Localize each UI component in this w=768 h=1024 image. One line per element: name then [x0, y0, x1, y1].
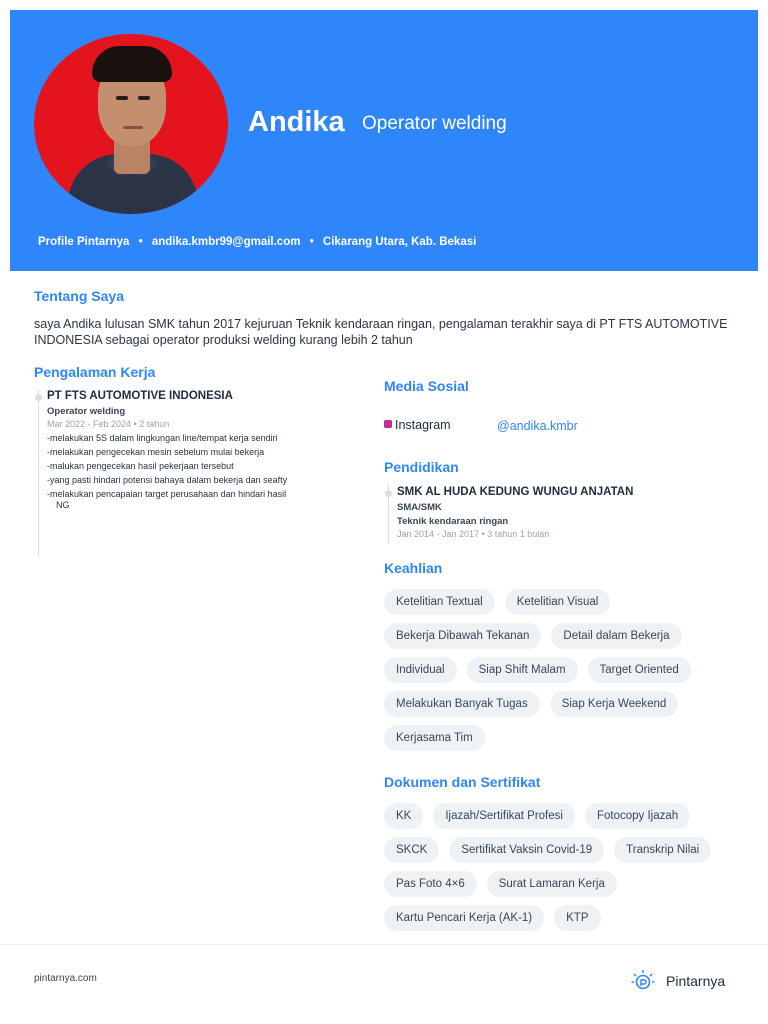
document-chip: Kartu Pencari Kerja (AK-1) [384, 905, 544, 931]
instagram-handle-link[interactable]: @andika.kmbr [497, 419, 578, 433]
footer-brand-name: Pintarnya [666, 973, 726, 989]
role-title: Operator welding [47, 406, 126, 417]
document-chip: SKCK [384, 837, 439, 863]
profile-photo [34, 34, 228, 214]
duty-item: -melakukan pencapaian target perusahaan dan hindari hasil NG [47, 489, 287, 510]
education-title: Pendidikan [384, 459, 459, 475]
separator-dot: • [309, 236, 314, 248]
timeline-node [35, 394, 42, 401]
skill-chip: Detail dalam Bekerja [551, 623, 681, 649]
location-text: Cikarang Utara, Kab. Bekasi [322, 236, 477, 248]
profile-header [10, 10, 758, 271]
candidate-job-title: Operator welding [362, 113, 507, 134]
document-chip: Ijazah/Sertifikat Profesi [433, 803, 575, 829]
duty-item: -melakukan pengecekan mesin sebelum mulai bekerja [47, 447, 265, 457]
document-chip: Pas Foto 4×6 [384, 871, 477, 897]
about-title: Tentang Saya [34, 288, 124, 304]
contact-bar [38, 236, 476, 248]
skill-chip: Target Oriented [588, 657, 691, 683]
document-chip: KK [384, 803, 423, 829]
experience-title: Pengalaman Kerja [34, 364, 156, 380]
document-chip: KTP [554, 905, 600, 931]
duty-item: -malukan pengecekan hasil pekerjaan tersebut [47, 461, 234, 471]
skill-chip: Ketelitian Visual [505, 589, 611, 615]
document-chip: Surat Lamaran Kerja [487, 871, 617, 897]
document-chip: Fotocopy Ijazah [585, 803, 690, 829]
social-platform [384, 418, 451, 432]
email-link[interactable]: andika.kmbr99@gmail.com [151, 236, 301, 248]
document-chip: Transkrip Nilai [614, 837, 711, 863]
education-period: Jan 2014 - Jan 2017 • 3 tahun 1 bulan [397, 529, 550, 539]
education-item [388, 486, 728, 544]
duty-item: -melakukan 5S dalam lingkungan line/tempat kerja sendiri [47, 433, 278, 443]
about-text: saya Andika lulusan SMK tahun 2017 kejuruan Teknik kendaraan ringan, pengalaman terakhir saya di PT FTS AUTOMOTIVE INDONESIA sebagai operator produksi welding kurang lebih 2 tahun [34, 317, 728, 347]
documents-title: Dokumen dan Sertifikat [384, 774, 541, 790]
pintarnya-logo-icon [630, 968, 656, 994]
social-title: Media Sosial [384, 378, 469, 394]
duty-item: -yang pasti hindari potensi bahaya dalam bekerja dan seafty [47, 475, 288, 485]
skill-chip: Siap Shift Malam [467, 657, 578, 683]
experience-item [38, 390, 298, 556]
education-major: Teknik kendaraan ringan [397, 516, 509, 527]
skill-chip: Kerjasama Tim [384, 725, 485, 751]
work-period: Mar 2022 - Feb 2024 • 2 tahun [47, 419, 170, 429]
separator-dot: • [138, 236, 143, 248]
profile-link[interactable]: Profile Pintarnya [38, 236, 130, 248]
footer-brand [630, 968, 725, 994]
instagram-icon [384, 420, 392, 428]
skill-chip: Melakukan Banyak Tugas [384, 691, 540, 717]
documents-list [384, 803, 744, 939]
education-level: SMA/SMK [397, 502, 442, 513]
timeline-node [385, 490, 392, 497]
skill-chip: Individual [384, 657, 457, 683]
skills-list [384, 589, 744, 759]
document-chip: Sertifikat Vaksin Covid-19 [449, 837, 604, 863]
school-name: SMK AL HUDA KEDUNG WUNGU ANJATAN [397, 486, 634, 498]
footer-site-link[interactable]: pintarnya.com [34, 973, 97, 984]
company-name: PT FTS AUTOMOTIVE INDONESIA [47, 390, 233, 402]
skill-chip: Bekerja Dibawah Tekanan [384, 623, 541, 649]
skills-title: Keahlian [384, 560, 443, 576]
duty-list [47, 433, 298, 511]
social-platform-label: Instagram [395, 418, 451, 432]
candidate-name: Andika [248, 106, 345, 138]
skill-chip: Siap Kerja Weekend [550, 691, 679, 717]
skill-chip: Ketelitian Textual [384, 589, 495, 615]
footer-divider [0, 944, 768, 945]
